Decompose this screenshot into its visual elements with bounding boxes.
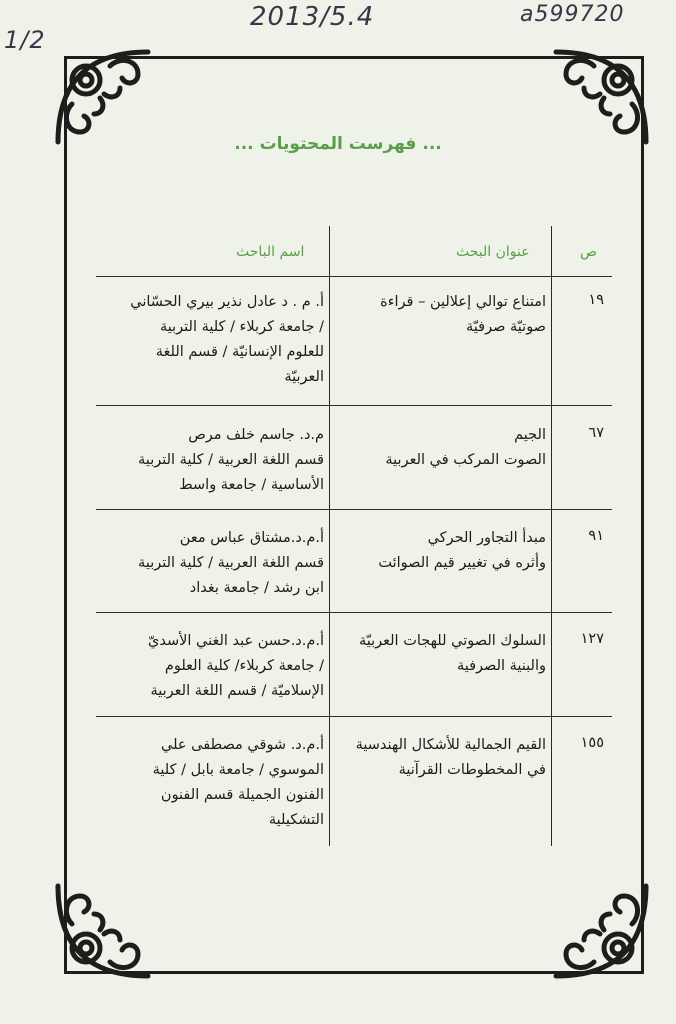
row-rule: [96, 612, 612, 613]
column-header-author: اسم الباحث: [236, 244, 305, 260]
handwritten-date: 2013/5.4: [250, 2, 375, 32]
entry-author: أ. م . د عادل نذير بيري الحسّاني / جامعة كربلاء / كلية التربية للعلوم الإنسانيّة / قسم اللغة العربيّة: [130, 294, 324, 385]
column-divider-title: [329, 226, 330, 846]
entry-page: ١٩: [588, 292, 604, 308]
header-rule: [96, 276, 612, 277]
column-header-title: عنوان البحث: [456, 244, 530, 260]
entry-author: م.د. جاسم خلف مرص قسم اللغة العربية / كلية التربية الأساسية / جامعة واسط: [138, 427, 324, 493]
column-divider-page: [551, 226, 552, 846]
entry-title: امتناع توالي إعلالين – قراءة صوتيّة صرفيّة: [380, 294, 546, 335]
handwritten-code: a599720: [520, 2, 625, 27]
page-title: ... فهرست المحتويات ...: [234, 134, 442, 154]
entry-page: ٩١: [588, 528, 604, 544]
entry-title: مبدأ التجاور الحركي وأثره في تغيير قيم الصوائت: [378, 530, 546, 571]
entry-page: ١٢٧: [580, 631, 604, 647]
entry-author: أ.م.د.مشتاق عباس معن قسم اللغة العربية / كلية التربية ابن رشد / جامعة بغداد: [138, 530, 324, 596]
entry-page: ١٥٥: [580, 735, 604, 751]
entry-page: ٦٧: [588, 425, 604, 441]
entry-title: الجيم الصوت المركب في العربية: [385, 427, 546, 468]
row-rule: [96, 405, 612, 406]
row-rule: [96, 509, 612, 510]
entry-title: السلوك الصوتي للهجات العربيّة والبنية الصرفية: [358, 633, 546, 674]
ornamental-frame: [64, 56, 644, 974]
entry-author: أ.م.د.حسن عبد الغني الأسديّ / جامعة كربلاء/ كلية العلوم الإسلاميّة / قسم اللغة العربية: [147, 633, 324, 699]
entry-title: القيم الجمالية للأشكال الهندسية في المخطوطات القرآنية: [355, 737, 546, 778]
row-rule: [96, 716, 612, 717]
entry-author: أ.م.د. شوقي مصطفى علي الموسوي / جامعة بابل / كلية الفنون الجميلة قسم الفنون التشكيلية: [152, 737, 324, 828]
column-header-page: ص: [580, 244, 597, 260]
handwritten-volume: 1/2: [4, 26, 46, 54]
ornament-corner-bottom-left: [48, 876, 158, 986]
ornament-corner-bottom-right: [546, 876, 656, 986]
